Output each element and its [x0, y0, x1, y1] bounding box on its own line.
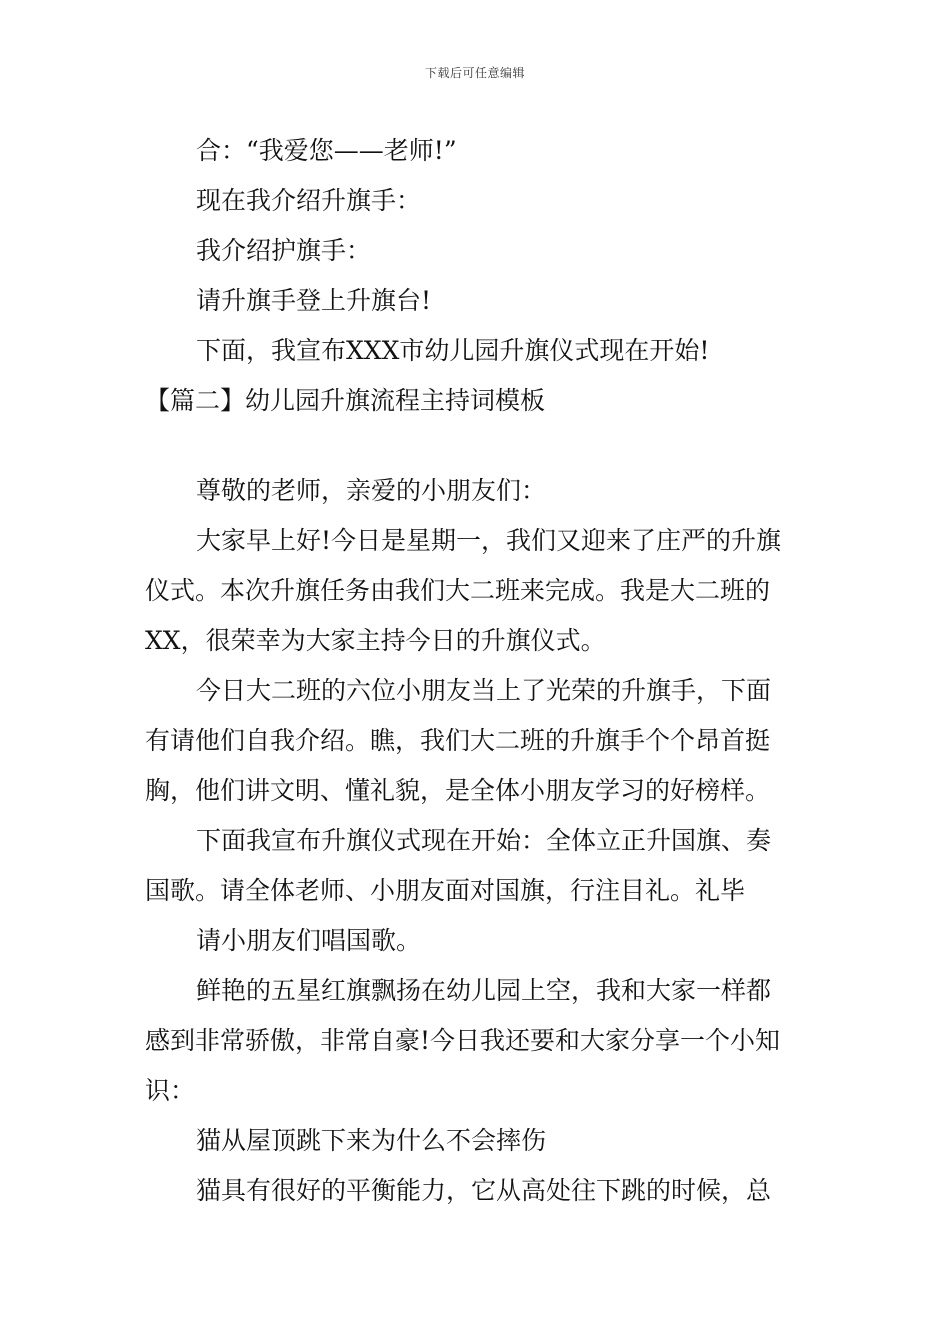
page-header: 下载后可任意编辑: [424, 66, 525, 80]
paragraph-2-line-3: 胸，他们讲文明、懂礼貌，是全体小朋友学习的好榜样。: [145, 776, 771, 805]
text-line-3: 我介绍护旗手：: [196, 236, 372, 265]
paragraph-4-line-1: 请小朋友们唱国歌。: [196, 926, 422, 955]
paragraph-1-line-3: XX，很荣幸为大家主持今日的升旗仪式。: [145, 626, 606, 655]
paragraph-5-line-2: 感到非常骄傲，非常自豪!今日我还要和大家分享一个小知: [145, 1026, 781, 1055]
document-body: [145, 126, 807, 1216]
paragraph-1-line-1: 大家早上好!今日是星期一，我们又迎来了庄严的升旗: [196, 526, 782, 555]
text-line-4: 请升旗手登上升旗台!: [196, 286, 432, 315]
paragraph-1-line-2: 仪式。本次升旗任务由我们大二班来完成。我是大二班的: [145, 576, 771, 605]
subtopic-title: 猫从屋顶跳下来为什么不会摔伤: [196, 1126, 547, 1155]
section-spacer: [145, 426, 807, 466]
paragraph-2-line-2: 有请他们自我介绍。瞧，我们大二班的升旗手个个昂首挺: [145, 726, 771, 755]
paragraph-6-line-1: 猫具有很好的平衡能力，它从高处往下跳的时候，总: [196, 1176, 772, 1205]
paragraph-3-line-2: 国歌。请全体老师、小朋友面对国旗，行注目礼。礼毕: [145, 876, 746, 905]
text-line-1: 合：“我爱您——老师!”: [196, 136, 457, 165]
paragraph-5-line-3: 识：: [145, 1076, 196, 1105]
paragraph-3-line-1: 下面我宣布升旗仪式现在开始：全体立正升国旗、奏: [196, 826, 772, 855]
section-heading: 【篇二】幼儿园升旗流程主持词模板: [145, 386, 546, 415]
greeting-line: 尊敬的老师，亲爱的小朋友们：: [196, 476, 547, 505]
text-line-2: 现在我介绍升旗手：: [196, 186, 422, 215]
text-line-5: 下面，我宣布XXX市幼儿园升旗仪式现在开始!: [196, 336, 710, 365]
paragraph-2-line-1: 今日大二班的六位小朋友当上了光荣的升旗手，下面: [196, 676, 772, 705]
paragraph-5-line-1: 鲜艳的五星红旗飘扬在幼儿园上空，我和大家一样都: [196, 976, 772, 1005]
